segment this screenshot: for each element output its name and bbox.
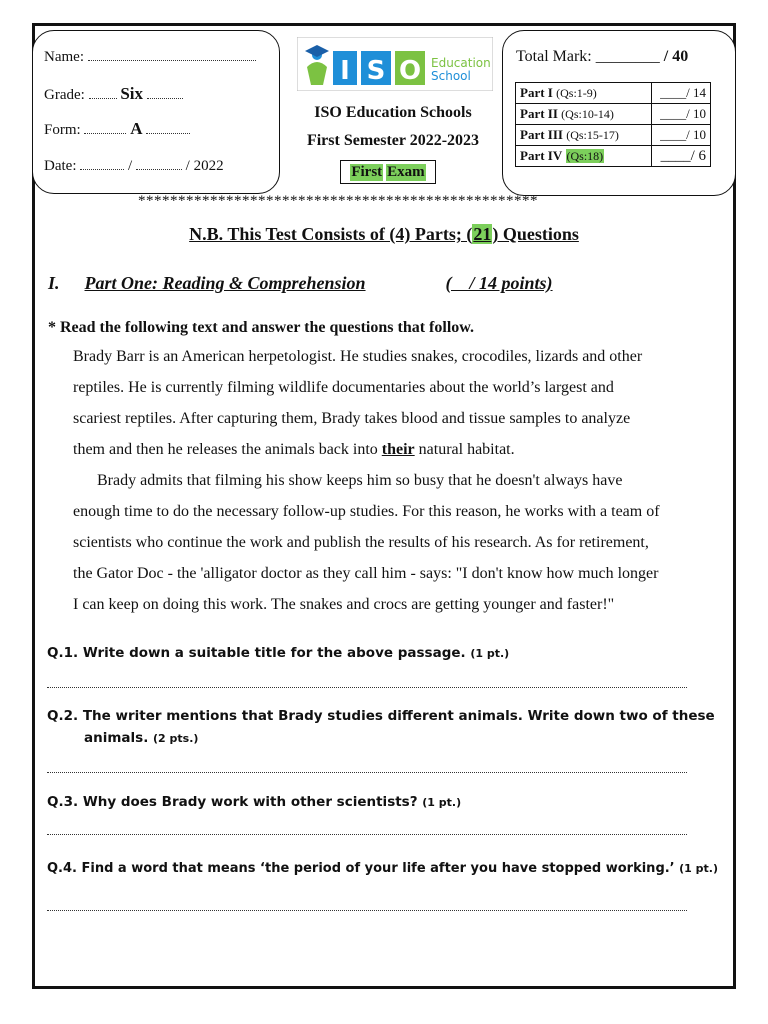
exam-word-exam: Exam <box>387 163 425 180</box>
question-2 <box>47 708 715 746</box>
question-1 <box>47 645 509 661</box>
part-range: (Qs:10-14) <box>561 107 614 121</box>
passage-line: I can keep on doing this work. The snakes and crocs are getting younger and faster!" <box>73 596 615 613</box>
nb-text-before: N.B. This Test Consists of (4) Parts; ( <box>189 224 473 244</box>
nb-note <box>0 224 768 245</box>
part-range: (Qs:18) <box>566 149 604 163</box>
exam-word-first: First <box>351 163 383 180</box>
answer-line-q3[interactable] <box>47 833 687 835</box>
marks-row <box>516 83 711 104</box>
total-mark-row <box>516 48 688 66</box>
passage <box>73 348 723 627</box>
part-label-cell <box>516 104 652 125</box>
passage-line: enough time to do the necessary follow-up studies. For this reason, he works with a team of <box>73 503 660 520</box>
part-title-underlined <box>85 273 553 293</box>
question-points: (1 pt.) <box>470 647 510 660</box>
answer-line-q2[interactable] <box>47 771 687 773</box>
part-one-heading <box>48 273 553 294</box>
part-label-cell <box>516 146 652 167</box>
question-points: (2 pts.) <box>153 732 199 745</box>
total-mark-blank[interactable]: ________ <box>595 48 660 65</box>
part-title: Part One: Reading & Comprehension <box>84 273 366 293</box>
grade-dots-right <box>147 86 183 99</box>
part-score[interactable]: ____/ 10 <box>652 104 711 125</box>
svg-text:I: I <box>340 56 350 86</box>
question-text: Q.2. The writer mentions that Brady studies different animals. Write down two of these <box>47 708 715 724</box>
part-label: Part III <box>520 127 563 142</box>
passage-line <box>73 441 723 472</box>
nb-text-after: ) Questions <box>492 224 579 244</box>
part-range: (Qs:1-9) <box>556 86 597 100</box>
grade-value: Six <box>120 84 143 103</box>
part-label-cell <box>516 83 652 104</box>
date-row <box>44 157 224 175</box>
part-score[interactable]: ____/ 10 <box>652 125 711 146</box>
marks-row <box>516 125 711 146</box>
answer-line-q1[interactable] <box>47 686 687 688</box>
part-number: I. <box>48 273 60 293</box>
form-dots-right <box>146 121 190 134</box>
school-logo <box>297 37 493 91</box>
passage-line: the Gator Doc - the 'alligator doctor as they call him - says: "I don't know how much longer <box>73 565 659 582</box>
name-field[interactable] <box>88 48 256 61</box>
highlighted-word-their: their <box>381 441 415 458</box>
part-range: (Qs:15-17) <box>566 128 619 142</box>
question-text: Q.3. Why does Brady work with other scientists? <box>47 794 418 810</box>
part-points: ( / 14 points) <box>445 273 553 293</box>
question-3 <box>47 794 461 810</box>
part-label: Part I <box>520 85 553 100</box>
date-separator: / <box>127 158 133 174</box>
instruction: * Read the following text and answer the questions that follow. <box>48 319 474 336</box>
total-mark-label: Total Mark: <box>516 48 592 65</box>
grade-label: Grade: <box>44 87 85 103</box>
passage-line: Brady Barr is an American herpetologist. He studies snakes, crocodiles, lizards and other <box>73 348 643 365</box>
form-label: Form: <box>44 122 81 138</box>
semester-title: First Semester 2022-2023 <box>306 132 480 149</box>
part-label: Part IV <box>520 148 563 163</box>
marks-row <box>516 104 711 125</box>
grade-dots-left <box>89 86 117 99</box>
question-points: (1 pt.) <box>679 862 719 875</box>
school-name: ISO Education Schools <box>314 104 472 121</box>
form-dots-left <box>84 121 126 134</box>
passage-line: scientists who continue the work and publish the results of his research. As for retirement, <box>73 534 649 551</box>
passage-line: reptiles. He is currently filming wildlife documentaries about the world’s largest and <box>73 379 614 396</box>
part-score[interactable]: ____/ 6 <box>652 146 711 167</box>
passage-line: Brady admits that filming his show keeps him so busy that he doesn't always have <box>73 472 623 489</box>
svg-text:School: School <box>431 69 471 83</box>
exam-badge <box>340 160 436 184</box>
passage-text: them and then he releases the animals back into <box>73 441 382 458</box>
marks-table <box>515 82 711 167</box>
question-text-cont: animals. <box>84 730 149 746</box>
name-row <box>44 48 256 66</box>
date-month-field[interactable] <box>136 157 182 170</box>
nb-question-count: 21 <box>473 224 492 244</box>
svg-text:O: O <box>398 56 422 86</box>
part-label-cell <box>516 125 652 146</box>
question-text: Q.4. Find a word that means ‘the period of your life after you have stopped working.’ <box>47 861 675 876</box>
question-text: Q.1. Write down a suitable title for the above passage. <box>47 645 466 661</box>
form-row <box>44 119 190 139</box>
answer-line-q4[interactable] <box>47 909 687 911</box>
part-label: Part II <box>520 106 558 121</box>
grade-row <box>44 84 183 104</box>
passage-text: natural habitat. <box>414 441 515 458</box>
question-points: (1 pt.) <box>422 796 462 809</box>
svg-text:S: S <box>366 56 386 86</box>
part-score[interactable]: ____/ 14 <box>652 83 711 104</box>
date-day-field[interactable] <box>80 157 124 170</box>
marks-row <box>516 146 711 167</box>
passage-line: scariest reptiles. After capturing them, Brady takes blood and tissue samples to analyze <box>73 410 631 427</box>
date-label: Date: <box>44 158 77 174</box>
svg-text:Education: Education <box>431 56 491 70</box>
star-divider: ************************************************** <box>138 193 538 209</box>
form-value: A <box>130 119 143 138</box>
name-label: Name: <box>44 49 84 65</box>
question-4 <box>47 861 718 876</box>
total-mark-value: / 40 <box>663 48 689 65</box>
date-year: / 2022 <box>185 158 224 174</box>
